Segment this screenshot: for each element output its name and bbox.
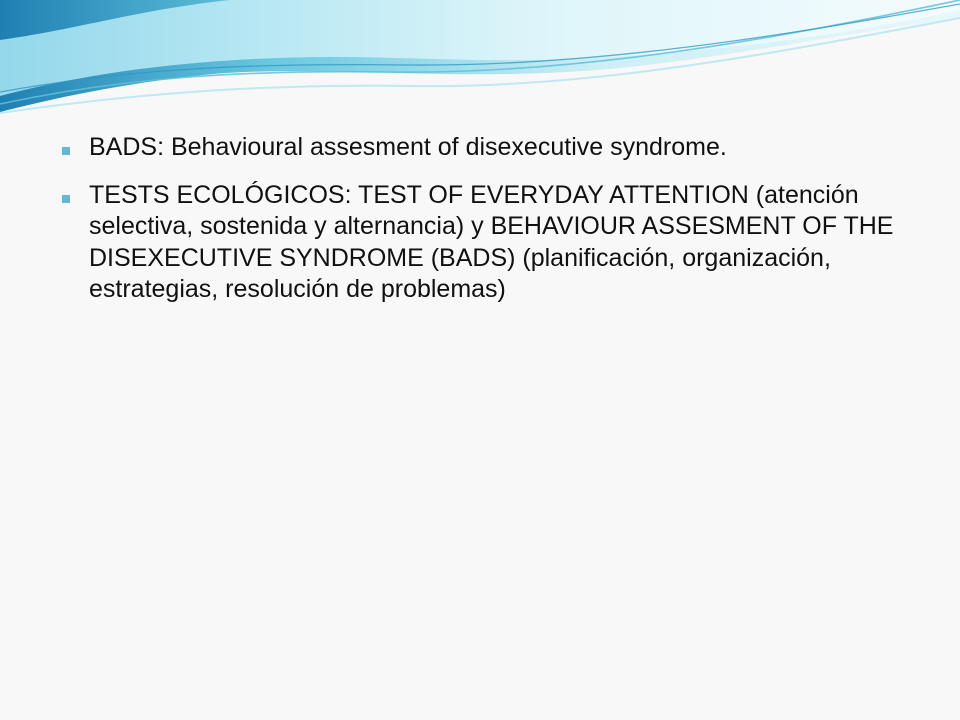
bullet-item <box>62 180 912 306</box>
square-bullet-icon <box>62 195 70 203</box>
slide-content <box>62 132 912 322</box>
header-wave-decoration <box>0 0 960 120</box>
square-bullet-icon <box>62 147 70 155</box>
bullet-text: BADS: Behavioural assesment of disexecutive syndrome. <box>89 133 727 161</box>
bullet-text: TESTS ECOLÓGICOS: TEST OF EVERYDAY ATTENTION (atención selectiva, sostenida y alternancia) y BEHAVIOUR ASSESMENT OF THE DISEXECUTIVE SYNDROME (BADS) (planificación, organización, estrategias, resolución de problemas) <box>89 180 894 303</box>
bullet-item <box>62 132 912 164</box>
